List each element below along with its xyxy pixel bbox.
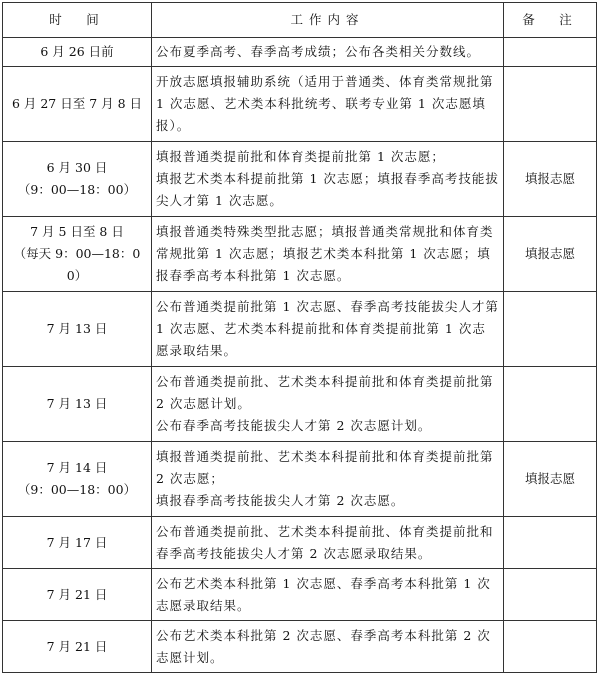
- row-time-line: 6 月 30 日: [46, 159, 108, 175]
- row-content-line: 填报普通类特殊类型批志愿；填报普通类常规批和体育类常规批第 1 次志愿；填报艺术类本科批第 1 次志愿；填报春季高考本科批第 1 次志愿。: [156, 223, 494, 283]
- row-content-cell: [152, 66, 504, 141]
- row-content-cell: [152, 517, 504, 569]
- row-content-line: 填报春季高考技能拔尖人才第 2 次志愿。: [156, 493, 405, 509]
- row-content-cell: [152, 291, 504, 366]
- header-time: 时 间: [3, 3, 152, 38]
- table-row: [3, 621, 597, 673]
- row-time-line: （每天 9：00—18：00）: [13, 245, 141, 283]
- row-content-line: 填报普通类提前批、艺术类本科提前批和体育类提前批第 2 次志愿；: [156, 449, 494, 487]
- table-row: [3, 216, 597, 291]
- row-time-cell: [3, 367, 152, 442]
- row-time-line: （9：00—18：00）: [17, 181, 137, 197]
- row-content-line: 公布普通类提前批第 1 次志愿、春季高考技能拔尖人才第 1 次志愿、艺术类本科提前批和体育类提前批第 1 次志愿录取结果。: [156, 299, 499, 359]
- schedule-table: [2, 2, 597, 673]
- table-row: [3, 442, 597, 517]
- row-content-line: 公布夏季高考、春季高考成绩；公布各类相关分数线。: [156, 43, 481, 59]
- table-row: [3, 569, 597, 621]
- row-note-cell: [504, 517, 597, 569]
- row-note-cell: 填报志愿: [504, 216, 597, 291]
- row-time-line: 6 月 26 日前: [40, 43, 114, 59]
- row-time-cell: [3, 141, 152, 216]
- row-note-cell: [504, 38, 597, 67]
- row-content-cell: [152, 569, 504, 621]
- header-content: 工作内容: [152, 3, 504, 38]
- row-time-cell: [3, 38, 152, 67]
- row-content-cell: [152, 621, 504, 673]
- row-note-cell: [504, 569, 597, 621]
- row-time-line: 7 月 14 日: [46, 460, 108, 476]
- row-time-cell: [3, 569, 152, 621]
- row-time-line: 7 月 13 日: [46, 396, 108, 412]
- row-time-line: 6 月 27 日至 7 月 8 日: [11, 95, 143, 111]
- row-time-line: 7 月 17 日: [46, 534, 108, 550]
- row-time-line: 7 月 21 日: [46, 586, 108, 602]
- header-row: [3, 3, 597, 38]
- row-content-cell: [152, 141, 504, 216]
- row-content-cell: [152, 367, 504, 442]
- row-time-line: 7 月 21 日: [46, 638, 108, 654]
- row-content-cell: [152, 38, 504, 67]
- row-content-line: 公布春季高考技能拔尖人才第 2 次志愿计划。: [156, 418, 432, 434]
- row-content-line: 填报普通类提前批和体育类提前批第 1 次志愿；: [156, 148, 445, 164]
- table-row: [3, 66, 597, 141]
- row-time-cell: [3, 621, 152, 673]
- row-time-cell: [3, 291, 152, 366]
- row-content-line: 公布艺术类本科批第 2 次志愿、春季高考本科批第 2 次志愿计划。: [156, 627, 491, 665]
- row-content-line: 公布艺术类本科批第 1 次志愿、春季高考本科批第 1 次志愿录取结果。: [156, 575, 491, 613]
- row-time-cell: [3, 66, 152, 141]
- row-time-cell: [3, 517, 152, 569]
- row-note-cell: [504, 66, 597, 141]
- row-content-cell: [152, 442, 504, 517]
- row-content-cell: [152, 216, 504, 291]
- row-content-line: 公布普通类提前批、艺术类本科提前批、体育类提前批和春季高考技能拔尖人才第 2 次志愿录取结果。: [156, 523, 494, 561]
- row-time-line: 7 月 13 日: [46, 321, 108, 337]
- row-time-cell: [3, 442, 152, 517]
- row-content-line: 填报艺术类本科提前批第 1 次志愿；填报春季高考技能拔尖人才第 1 次志愿。: [156, 170, 499, 208]
- table-row: [3, 517, 597, 569]
- row-note-cell: [504, 367, 597, 442]
- header-note: 备 注: [504, 3, 597, 38]
- row-time-line: 7 月 5 日至 8 日: [30, 223, 124, 239]
- row-time-cell: [3, 216, 152, 291]
- row-content-line: 开放志愿填报辅助系统（适用于普通类、体育类常规批第 1 次志愿、艺术类本科批统考、联考专业第 1 次志愿填报）。: [156, 73, 494, 133]
- table-row: [3, 367, 597, 442]
- table-row: [3, 141, 597, 216]
- row-note-cell: 填报志愿: [504, 442, 597, 517]
- row-note-cell: 填报志愿: [504, 141, 597, 216]
- row-time-line: （9：00—18：00）: [17, 482, 137, 498]
- table-row: [3, 291, 597, 366]
- row-note-cell: [504, 291, 597, 366]
- row-content-line: 公布普通类提前批、艺术类本科提前批和体育类提前批第 2 次志愿计划。: [156, 374, 494, 412]
- table-row: [3, 38, 597, 67]
- row-note-cell: [504, 621, 597, 673]
